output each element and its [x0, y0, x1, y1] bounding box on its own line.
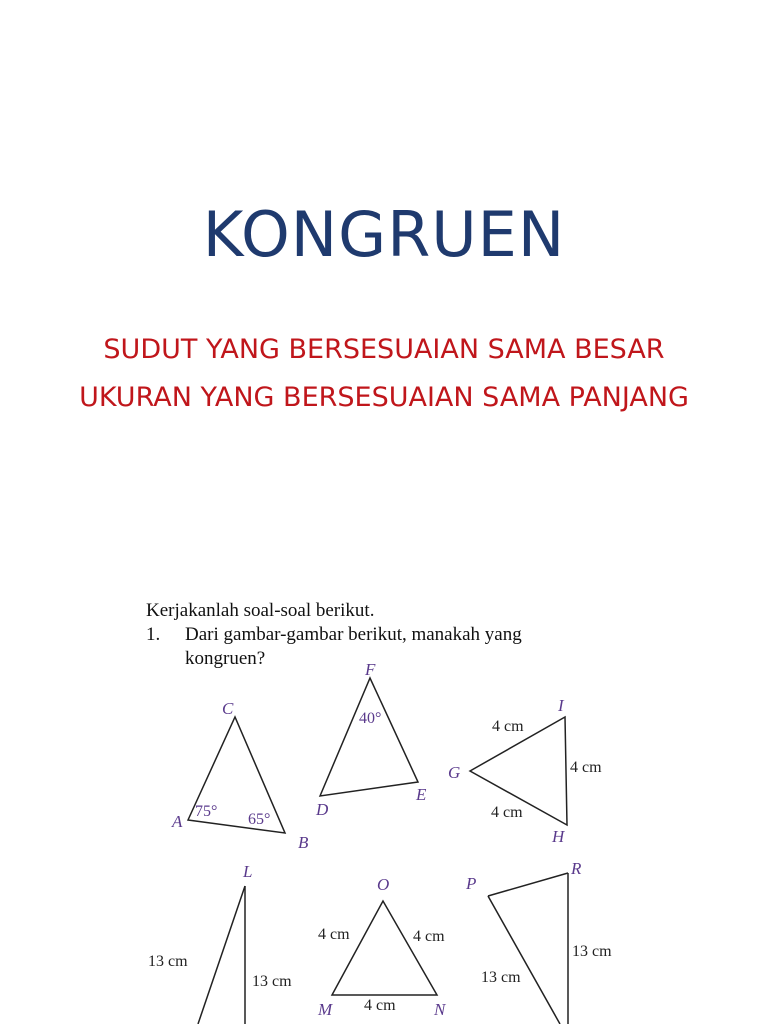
vertex-p-label: P	[466, 874, 477, 893]
slide-title: KONGRUEN	[202, 198, 566, 271]
subtitle-angles: SUDUT YANG BERSESUAIAN SAMA BESAR	[103, 334, 665, 365]
vertex-n-label: N	[434, 1000, 446, 1019]
side-mn-label: 4 cm	[364, 997, 396, 1014]
side-rq-label: 13 cm	[572, 943, 612, 960]
angle-b-label: 65°	[248, 811, 271, 828]
vertex-f-label: F	[365, 660, 376, 679]
vertex-o-label: O	[377, 875, 390, 894]
side-gh-label: 4 cm	[491, 804, 523, 821]
side-pq-label: 13 cm	[481, 969, 521, 986]
triangle-figures	[0, 590, 768, 1024]
triangle-l	[148, 862, 292, 1024]
vertex-r-label: R	[571, 859, 582, 878]
side-gi-label: 4 cm	[492, 718, 524, 735]
angle-a-label: 75°	[195, 803, 218, 820]
subtitle-sides: UKURAN YANG BERSESUAIAN SAMA PANJANG	[79, 382, 689, 413]
vertex-b-label: B	[298, 833, 309, 852]
vertex-g-label: G	[448, 763, 461, 782]
question-text-line-2: kongruen?	[185, 648, 266, 669]
side-on-label: 4 cm	[413, 928, 445, 945]
triangle-abc	[171, 699, 309, 852]
angle-f-label: 40°	[359, 710, 382, 727]
side-ih-label: 4 cm	[570, 759, 602, 776]
triangle-def	[315, 660, 427, 819]
triangle-pqr	[465, 859, 612, 1024]
side-right-13cm-label: 13 cm	[252, 973, 292, 990]
vertex-a-label: A	[172, 812, 183, 831]
question-text-line-1: Dari gambar-gambar berikut, manakah yang	[185, 624, 522, 645]
worksheet-intro: Kerjakanlah soal-soal berikut.	[146, 600, 375, 621]
vertex-c-label: C	[222, 699, 234, 718]
vertex-d-label: D	[316, 800, 329, 819]
question-number: 1.	[146, 624, 161, 645]
triangle-ghi	[448, 696, 602, 846]
vertex-m-label: M	[318, 1000, 333, 1019]
vertex-l-label: L	[243, 862, 253, 881]
worksheet-image	[0, 590, 768, 1024]
side-left-13cm-label: 13 cm	[148, 953, 188, 970]
side-mo-label: 4 cm	[318, 926, 350, 943]
triangle-mno	[317, 875, 447, 1019]
vertex-h-label: H	[552, 827, 565, 846]
vertex-i-label: I	[558, 696, 564, 715]
vertex-e-label: E	[416, 785, 427, 804]
